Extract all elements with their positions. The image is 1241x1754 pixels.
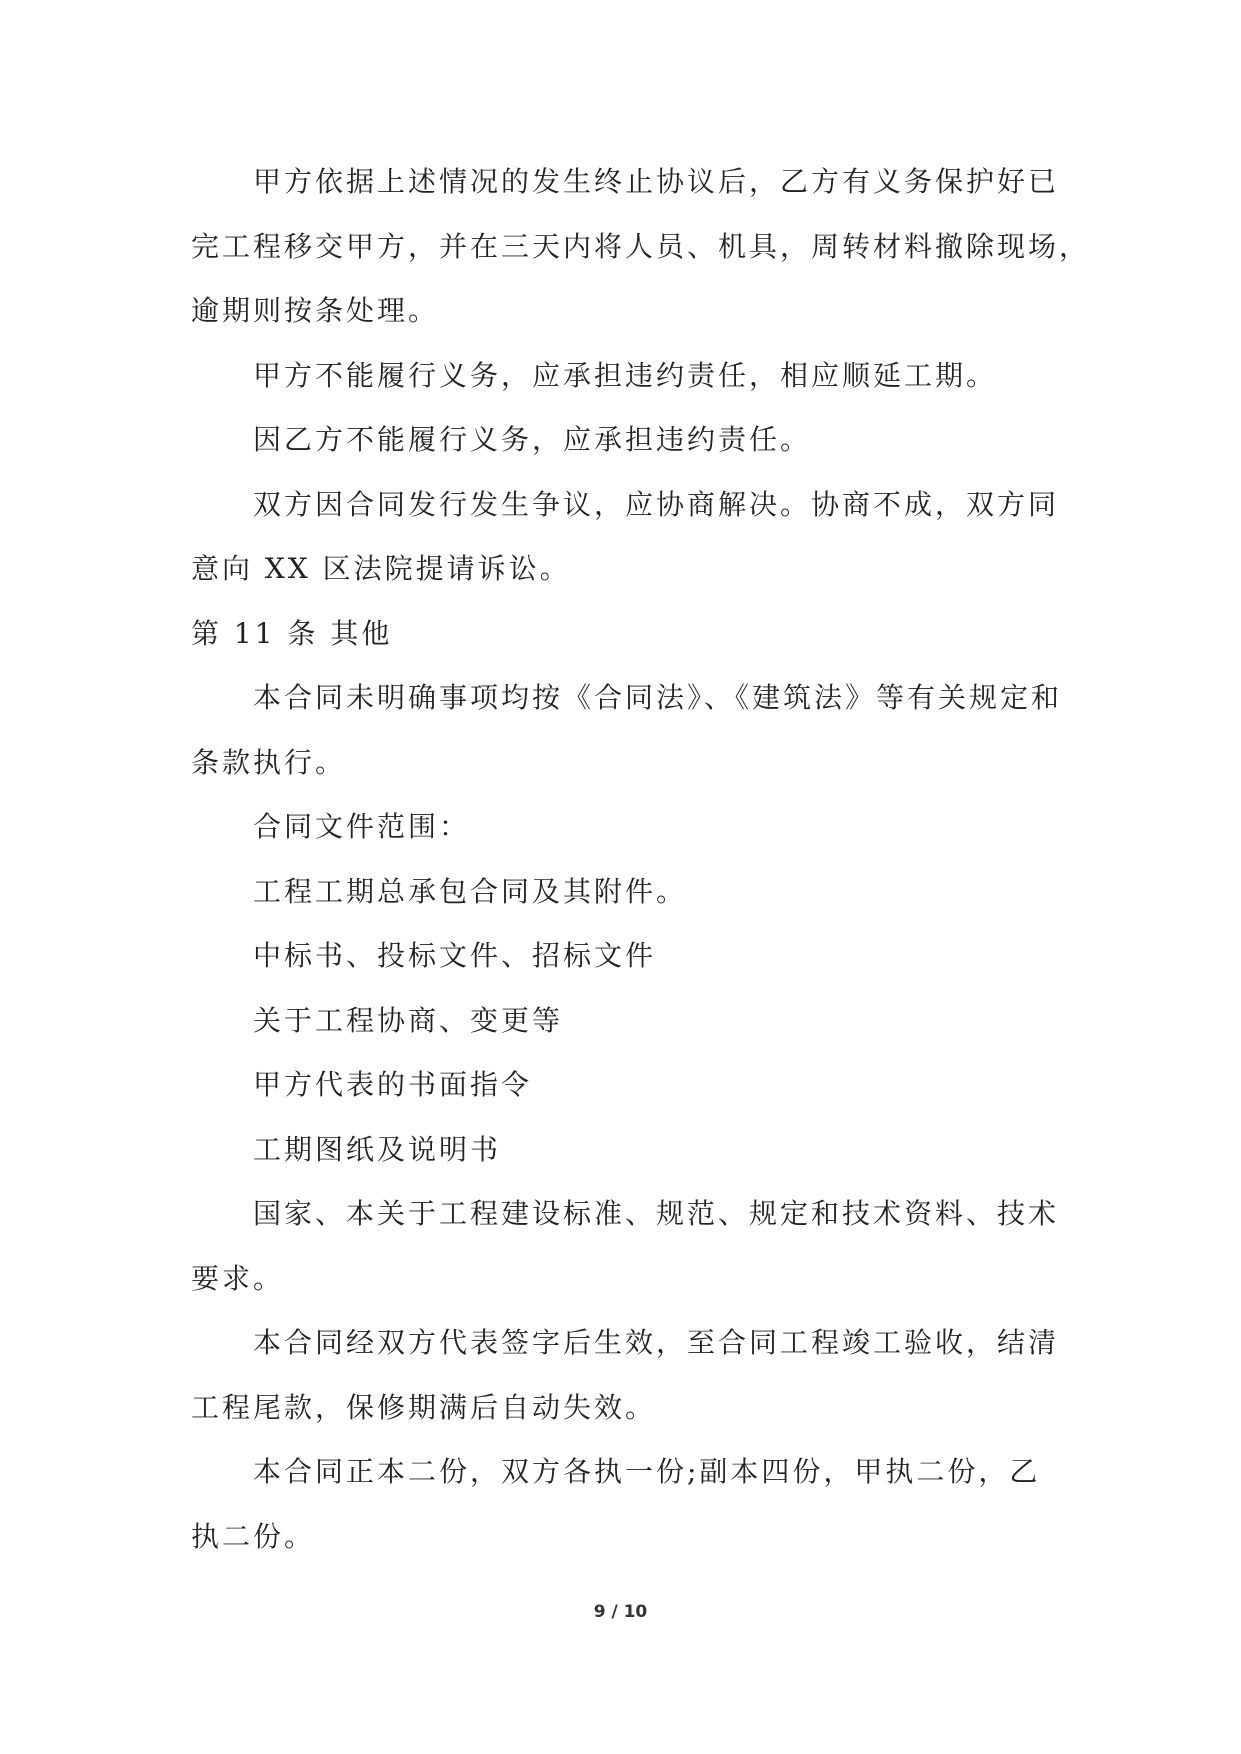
list-item: 关于工程协商、变更等 (253, 1003, 564, 1037)
paragraph-line: 本合同正本二份，双方各执一份;副本四份，甲执二份，乙 (253, 1455, 1041, 1488)
list-item: 中标书、投标文件、招标文件 (253, 939, 657, 972)
list-item: 工期图纸及说明书 (253, 1132, 502, 1166)
paragraph-line: 本合同未明确事项均按《合同法》、《建筑法》等有关规定和 (253, 681, 1063, 714)
document-body (191, 160, 1101, 1579)
paragraph-line: 本合同经双方代表签字后生效，至合同工程竣工验收，结清 (253, 1326, 1060, 1359)
paragraph-line: 意向 XX 区法院提请诉讼。 (191, 552, 571, 585)
paragraph-line: 工程尾款，保修期满后自动失效。 (191, 1390, 657, 1424)
paragraph-line: 完工程移交甲方，并在三天内将人员、机具，周转材料撤除现场， (191, 229, 1091, 263)
page-number: 9 / 10 (593, 1602, 648, 1622)
paragraph-line: 甲方不能履行义务，应承担违约责任，相应顺延工期。 (253, 358, 998, 392)
list-item: 甲方代表的书面指令 (253, 1068, 533, 1101)
paragraph-line: 甲方依据上述情况的发生终止协议后，乙方有义务保护好已 (253, 165, 1060, 198)
paragraph-line: 双方因合同发行发生争议，应协商解决。协商不成，双方同 (253, 487, 1060, 521)
section-heading: 第 11 条 其他 (191, 616, 393, 650)
paragraph-line: 执二份。 (191, 1519, 316, 1553)
paragraph-line: 逾期则按条处理。 (191, 294, 440, 327)
list-item: 国家、本关于工程建设标准、规范、规定和技术资料、技术 (253, 1197, 1060, 1230)
paragraph-line: 要求。 (191, 1261, 285, 1295)
paragraph-line: 条款执行。 (191, 745, 347, 779)
paragraph-line: 合同文件范围： (253, 810, 471, 843)
list-item: 工程工期总承包合同及其附件。 (253, 874, 688, 908)
paragraph-line: 因乙方不能履行义务，应承担违约责任。 (253, 423, 812, 456)
